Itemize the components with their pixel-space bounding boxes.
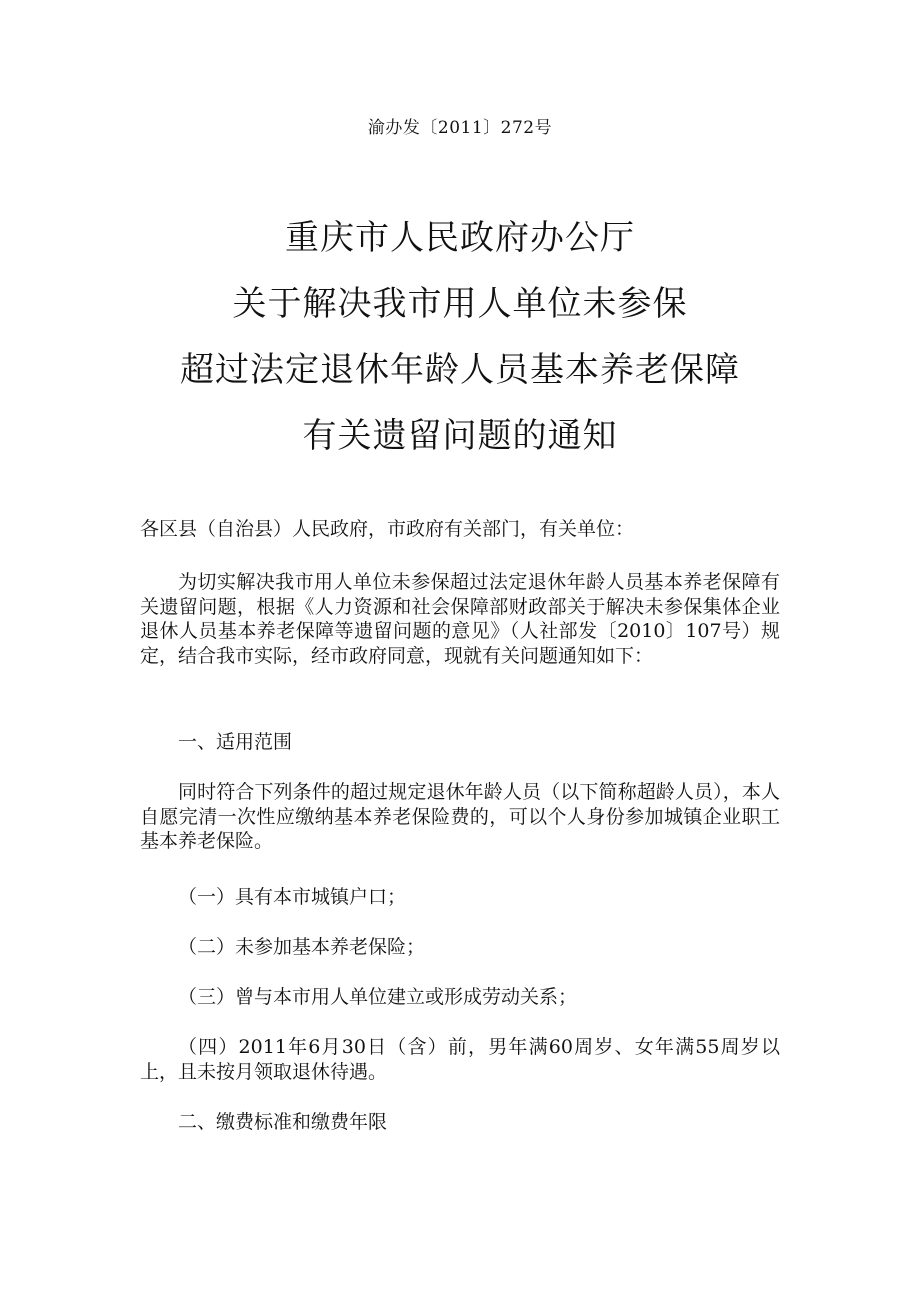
scope-paragraph: 同时符合下列条件的超过规定退休年龄人员（以下简称超龄人员），本人自愿完清一次性应缴纳基本养老保险费的，可以个人身份参加城镇企业职工基本养老保险。 xyxy=(140,781,780,852)
title-line-2: 关于解决我市用人单位未参保 xyxy=(232,284,688,324)
intro-paragraph: 为切实解决我市用人单位未参保超过法定退休年龄人员基本养老保障有关遗留问题，根据《人力资源和社会保障部财政部关于解决未参保集体企业退休人员基本养老保障等遗留问题的意见》（人社部发〔2010〕107号）规定，结合我市实际，经市政府同意，现就有关问题通知如下： xyxy=(140,571,780,667)
document-number: 渝办发〔2011〕272号 xyxy=(367,118,553,138)
condition-item-1: （一）具有本市城镇户口； xyxy=(178,886,407,908)
addressee-line: 各区县（自治县）人民政府，市政府有关部门，有关单位： xyxy=(140,518,635,540)
title-line-3: 超过法定退休年龄人员基本养老保障 xyxy=(180,350,740,390)
section-heading-scope: 一、适用范围 xyxy=(178,731,293,753)
title-line-1: 重庆市人民政府办公厅 xyxy=(285,218,635,258)
section-heading-contribution: 二、缴费标准和缴费年限 xyxy=(178,1111,388,1133)
condition-item-3: （三）曾与本市用人单位建立或形成劳动关系； xyxy=(178,986,578,1008)
condition-item-2: （二）未参加基本养老保险； xyxy=(178,936,426,958)
title-line-4: 有关遗留问题的通知 xyxy=(302,416,618,456)
document-title xyxy=(0,205,920,469)
condition-item-4: （四）2011年6月30日（含）前，男年满60周岁、女年满55周岁以上，且未按月领取退休待遇。 xyxy=(140,1036,780,1083)
